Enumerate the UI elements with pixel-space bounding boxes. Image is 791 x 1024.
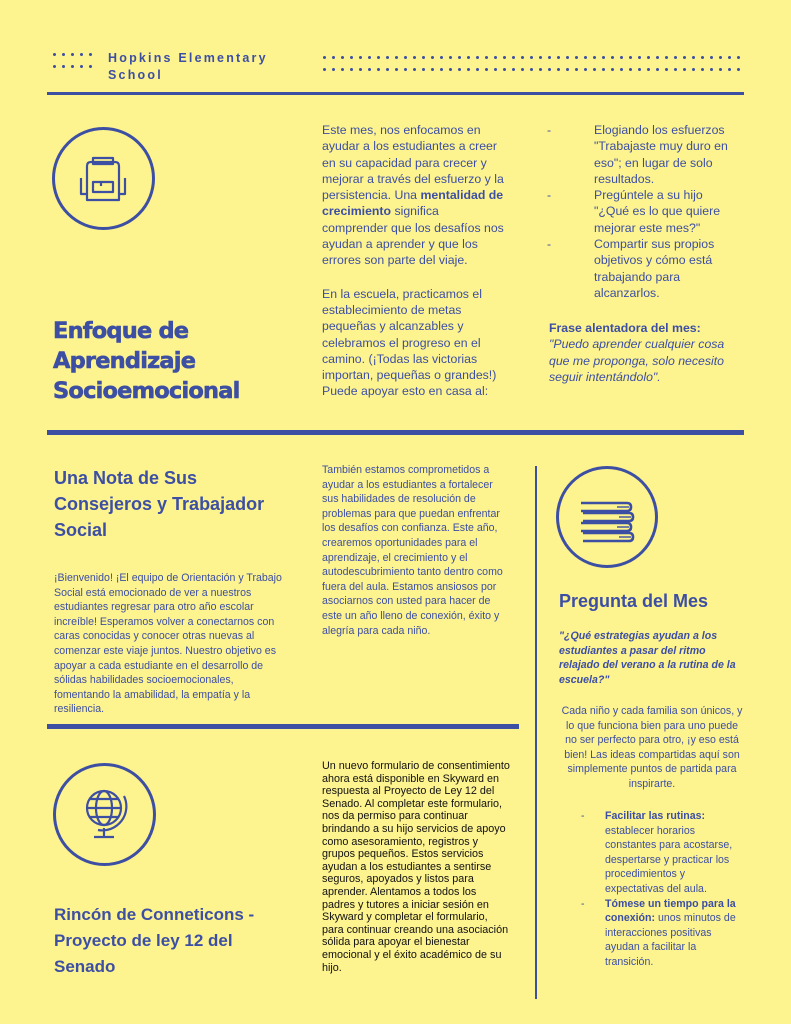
decorative-dot: [566, 68, 569, 71]
decorative-dot: [386, 68, 389, 71]
decorative-dot: [323, 68, 326, 71]
decorative-dot: [539, 68, 542, 71]
decorative-dot: [413, 68, 416, 71]
decorative-dot: [557, 56, 560, 59]
decorative-dot: [620, 56, 623, 59]
decorative-dot: [557, 68, 560, 71]
sel-paragraph-2: En la escuela, practicamos el establecimiento de metas pequeñas y alcanzables y celebramos el progreso en el camino. (¡Todas las victorias importan, pequeñas o grandes!) Puede apoyar esto en casa al:: [322, 286, 497, 399]
bullet-dash: -: [547, 237, 552, 252]
decorative-dot: [458, 68, 461, 71]
decorative-dot: [737, 68, 740, 71]
list-item: [547, 187, 737, 236]
decorative-dot: [503, 68, 506, 71]
decorative-dot: [692, 56, 695, 59]
decorative-dot: [548, 68, 551, 71]
decorative-dot: [539, 56, 542, 59]
decorative-dot: [620, 68, 623, 71]
decorative-dot: [341, 68, 344, 71]
decorative-dot: [458, 56, 461, 59]
tip-text: establecer horarios constantes para acostarse, despertarse y practicar los procedimientos y expectativas del aula.: [605, 824, 733, 895]
sel-title: [53, 316, 240, 406]
decorative-dot: [332, 56, 335, 59]
note-title-line1: Una Nota de Sus: [54, 468, 198, 488]
decorative-dot: [674, 68, 677, 71]
decorative-dot: [476, 68, 479, 71]
decorative-dot: [422, 68, 425, 71]
decorative-dot: [440, 56, 443, 59]
sel-title-line2: Aprendizaje: [53, 348, 196, 374]
question-answer: Cada niño y cada familia son únicos, y lo que funciona bien para uno puede no ser perfecto para otro, ¡y eso está bien! Las ideas compartidas aquí son simplemente puntos de partida para inspirarte.: [561, 705, 743, 790]
tip-text: unos minutos de interacciones positivas ayudan a facilitar la transición.: [605, 912, 736, 968]
decorative-dot: [377, 56, 380, 59]
growth-mindset-term: mentalidad de crecimiento: [322, 188, 504, 219]
sel-intro: [322, 122, 504, 400]
decorative-dot: [719, 56, 722, 59]
bullet-dash: -: [547, 188, 552, 203]
sel-title-line1: Enfoque de: [53, 318, 189, 344]
backpack-icon-circle: [52, 127, 155, 230]
tip-text: Compartir sus propios objetivos y cómo está trabajando para alcanzarlos.: [594, 237, 715, 300]
backpack-icon: [55, 130, 152, 227]
connect-title-line2: Proyecto de ley 12 del: [54, 931, 233, 950]
decorative-dot: [512, 56, 515, 59]
decorative-dot: [638, 56, 641, 59]
decorative-dot: [485, 56, 488, 59]
decorative-dot: [395, 68, 398, 71]
decorative-dot: [683, 68, 686, 71]
decorative-dot: [710, 56, 713, 59]
decorative-dot: [422, 56, 425, 59]
encouraging-phrase: [549, 320, 739, 385]
decorative-dot: [719, 68, 722, 71]
decorative-dot: [593, 68, 596, 71]
decorative-dot: [341, 56, 344, 59]
decorative-dot: [692, 68, 695, 71]
decorative-dot: [350, 68, 353, 71]
decorative-dot: [368, 68, 371, 71]
phrase-text: "Puedo aprender cualquier cosa que me proponga, solo necesito seguir intentándolo".: [549, 337, 725, 384]
decorative-dot: [530, 56, 533, 59]
decorative-dot: [593, 56, 596, 59]
header-divider: [47, 92, 744, 95]
decorative-dot: [395, 56, 398, 59]
decorative-dot: [665, 56, 668, 59]
decorative-dot: [647, 56, 650, 59]
decorative-dot: [521, 56, 524, 59]
decorative-dot: [404, 68, 407, 71]
decorative-dot: [728, 56, 731, 59]
decorative-dot: [548, 56, 551, 59]
sel-p1-text-end: significa comprender que los desafíos nos ayudan a aprender y que los errores son parte del viaje.: [322, 204, 504, 268]
decorative-dot: [368, 56, 371, 59]
decorative-dot: [575, 56, 578, 59]
sel-tips-list: [547, 122, 737, 301]
decorative-dot: [512, 68, 515, 71]
vertical-divider: [535, 466, 537, 999]
decorative-dot: [350, 56, 353, 59]
decorative-dot: [467, 56, 470, 59]
decorative-dot: [629, 56, 632, 59]
decorative-dot: [485, 68, 488, 71]
decorative-dot: [476, 56, 479, 59]
decorative-dot: [602, 68, 605, 71]
tip-label: Facilitar las rutinas:: [605, 810, 706, 822]
connect-title: [54, 902, 304, 980]
bullet-dash: -: [547, 123, 552, 137]
decorative-dot: [530, 68, 533, 71]
bullet-dash: -: [581, 897, 585, 910]
decorative-dot: [647, 68, 650, 71]
decorative-dot: [602, 56, 605, 59]
decorative-dot: [404, 56, 407, 59]
decorative-dot: [440, 68, 443, 71]
decorative-dot: [359, 56, 362, 59]
connect-title-line1: Rincón de Conneticons -: [54, 905, 255, 924]
phrase-label: Frase alentadora del mes:: [549, 321, 701, 335]
decorative-dot: [467, 68, 470, 71]
note-title: [54, 465, 294, 543]
section-divider-2: [47, 724, 519, 729]
question-title: Pregunta del Mes: [559, 591, 709, 611]
decorative-dot: [431, 68, 434, 71]
question-tips-list: [581, 809, 741, 970]
tip-text: Elogiando los esfuerzos "Trabajaste muy duro en eso"; en lugar de solo resultados.: [594, 123, 728, 186]
decorative-dot: [494, 56, 497, 59]
decorative-dot: [710, 68, 713, 71]
note-paragraph-1: ¡Bienvenido! ¡El equipo de Orientación y Trabajo Social está emocionado de ver a nuestros estudiantes regresar para otro año escolar increíble! Esperamos volver a conectarnos con caras conocidas y conocer otras nuevas al comenzar este viaje juntos. Nuestro objetivo es apoyar a cada estudiante en el desarrollo de sólidas habilidades socioemocionales, fomentando la amabilidad, la empatía y la resiliencia.: [54, 572, 282, 716]
decorative-dot: [701, 56, 704, 59]
decorative-dot: [449, 68, 452, 71]
tip-text: Pregúntele a su hijo "¿Qué es lo que quiere mejorar este mes?": [594, 188, 721, 235]
decorative-dot: [332, 68, 335, 71]
decorative-dot: [359, 68, 362, 71]
globe-icon: [56, 766, 153, 863]
decorative-dot: [611, 68, 614, 71]
decorative-dot: [683, 56, 686, 59]
decorative-dot: [377, 68, 380, 71]
decorative-dot: [386, 56, 389, 59]
list-item: [581, 809, 741, 897]
decorative-dot: [737, 56, 740, 59]
note-paragraph-2: También estamos comprometidos a ayudar a los estudiantes a fortalecer sus habilidades de resolución de problemas para que puedan enfrentar los desafíos con confianza. Este año, crearemos oportunidades para el aprendizaje, el crecimiento y el autodescubrimiento tanto dentro como fuera del aula. Estamos ansiosos por asociarnos con usted para hacer de este un año lleno de conexión, éxito y alegría para cada niño.: [322, 464, 503, 637]
header-dots-left: [53, 53, 98, 71]
bullet-dash: -: [581, 810, 585, 822]
decorative-dot: [638, 68, 641, 71]
decorative-dot: [701, 68, 704, 71]
school-name: [108, 50, 308, 84]
decorative-dot: [611, 56, 614, 59]
decorative-dot: [566, 56, 569, 59]
sel-p1-text: Este mes, nos enfocamos en ayudar a los estudiantes a creer en su capacidad para crecer y mejorar a través del esfuerzo y la persistencia. Una: [322, 123, 504, 203]
decorative-dot: [584, 56, 587, 59]
decorative-dot: [575, 68, 578, 71]
section-divider-1: [47, 430, 744, 435]
decorative-dot: [323, 56, 326, 59]
connect-title-line3: Senado: [54, 957, 116, 976]
books-icon: [559, 469, 655, 565]
school-name-line1: Hopkins Elementary: [108, 51, 268, 65]
decorative-dot: [728, 68, 731, 71]
note-title-line3: Social: [54, 520, 108, 540]
decorative-dot: [494, 68, 497, 71]
decorative-dot: [413, 56, 416, 59]
decorative-dot: [665, 68, 668, 71]
decorative-dot: [449, 56, 452, 59]
decorative-dot: [431, 56, 434, 59]
decorative-dot: [629, 68, 632, 71]
decorative-dot: [656, 56, 659, 59]
list-item: [547, 236, 737, 301]
decorative-dot: [656, 68, 659, 71]
sel-title-line3: Socioemocional: [53, 378, 240, 404]
header-dots-right: [323, 56, 746, 74]
question-text: "¿Qué estrategias ayudan a los estudiantes a pasar del ritmo relajado del verano a la rutina de la escuela?": [559, 630, 736, 686]
tip-label: Tómese un tiempo para la conexión:: [605, 897, 736, 925]
decorative-dot: [521, 68, 524, 71]
connect-body: Un nuevo formulario de consentimiento ahora está disponible en Skyward en respuesta al Proyecto de Ley 12 del Senado. Al completar este formulario, nos da permiso para continuar brindando a su hijo servicios de apoyo como asesoramiento, registros y grupos pequeños. Estos servicios ayudan a los estudiantes a sentirse seguros, apoyados y listos para aprender. Alentamos a todos los padres y tutores a iniciar sesión en Skyward y completar el formulario, para continuar creando una asociación sólida para apoyar el bienestar emocional y el éxito académico de su hijo.: [322, 760, 510, 974]
decorative-dot: [674, 56, 677, 59]
decorative-dot: [503, 56, 506, 59]
books-icon-circle: [556, 466, 658, 568]
globe-icon-circle: [53, 763, 156, 866]
list-item: [547, 122, 737, 187]
school-name-line2: School: [108, 68, 163, 82]
note-title-line2: Consejeros y Trabajador: [54, 494, 265, 514]
list-item: [581, 897, 741, 970]
decorative-dot: [584, 68, 587, 71]
sel-paragraph-1: [322, 122, 504, 269]
